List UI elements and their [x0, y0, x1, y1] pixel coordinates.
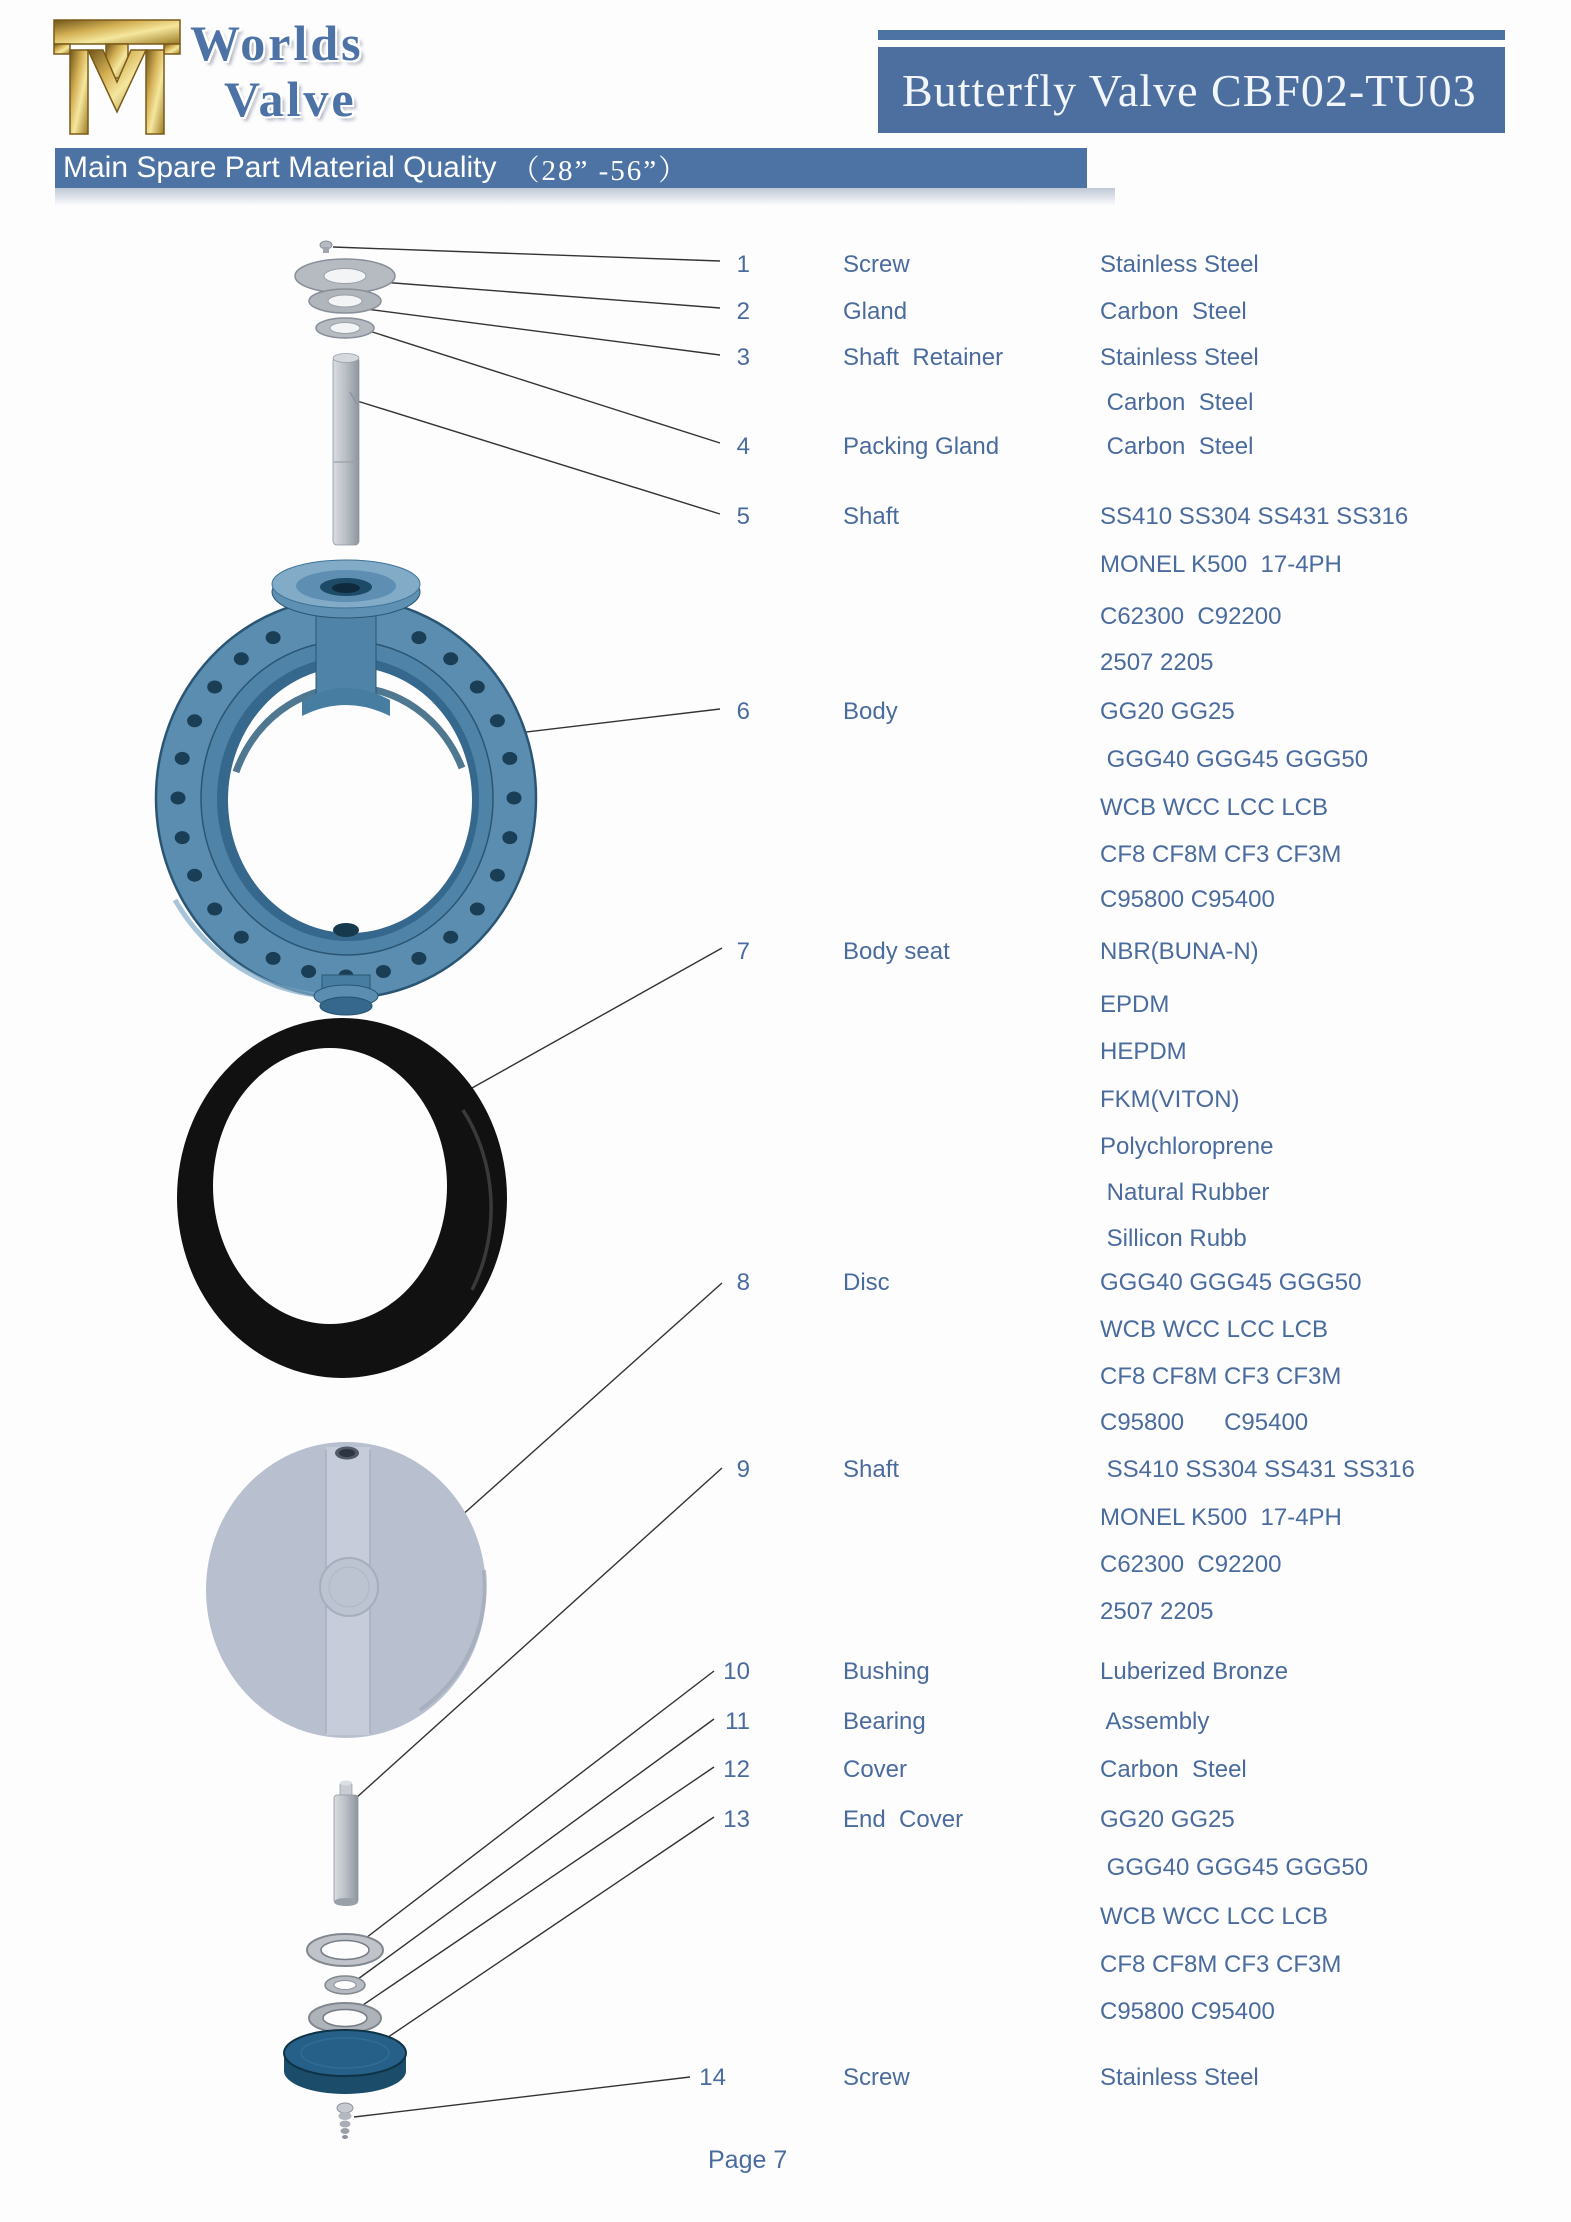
part-row	[0, 1902, 1571, 1932]
part-name: Shaft Retainer	[843, 344, 1004, 371]
part-name: End Cover	[843, 1806, 964, 1833]
part-number: 11	[725, 1708, 750, 1735]
part-material: WCB WCC LCC LCB	[1100, 1316, 1329, 1343]
part-row	[0, 1805, 1571, 1835]
part-number: 7	[736, 938, 750, 965]
part-material: WCB WCC LCC LCB	[1100, 1903, 1329, 1930]
part-material: Stainless Steel	[1100, 2064, 1259, 2091]
part-name: Bushing	[843, 1658, 930, 1685]
part-material: Luberized Bronze	[1100, 1658, 1289, 1685]
part-row	[0, 793, 1571, 823]
part-row	[0, 343, 1571, 373]
part-material: 2507 2205	[1100, 1598, 1214, 1625]
part-row	[0, 1503, 1571, 1533]
part-material: Assembly	[1100, 1708, 1210, 1735]
part-material: FKM(VITON)	[1100, 1086, 1240, 1113]
part-row	[0, 1224, 1571, 1254]
part-row	[0, 1997, 1571, 2027]
part-row	[0, 1657, 1571, 1687]
part-material: Stainless Steel	[1100, 344, 1259, 371]
part-row	[0, 648, 1571, 678]
part-row	[0, 250, 1571, 280]
part-row	[0, 432, 1571, 462]
part-name: Body seat	[843, 938, 950, 965]
part-material: 2507 2205	[1100, 649, 1214, 676]
part-material: GGG40 GGG45 GGG50	[1100, 1854, 1369, 1881]
part-material: EPDM	[1100, 991, 1170, 1018]
part-row	[0, 1178, 1571, 1208]
part-row	[0, 1597, 1571, 1627]
logo-word-worlds: Worlds	[190, 15, 364, 71]
part-number: 3	[736, 344, 750, 371]
part-row	[0, 1707, 1571, 1737]
part-row	[0, 388, 1571, 418]
part-material: Carbon Steel	[1100, 1756, 1247, 1783]
part-row	[0, 697, 1571, 727]
part-row	[0, 1853, 1571, 1883]
part-row	[0, 1085, 1571, 1115]
part-material: Natural Rubber	[1100, 1179, 1270, 1206]
part-material: MONEL K500 17-4PH	[1100, 551, 1342, 578]
part-name: Screw	[843, 2064, 910, 2091]
part-material: Stainless Steel	[1100, 251, 1259, 278]
part-number: 5	[736, 503, 750, 530]
part-material: C95800 C95400	[1100, 1998, 1275, 2025]
part-material: C62300 C92200	[1100, 1551, 1282, 1578]
part-material: Polychloroprene	[1100, 1133, 1274, 1160]
part-row	[0, 1362, 1571, 1392]
part-material: GGG40 GGG45 GGG50	[1100, 746, 1369, 773]
part-material: GG20 GG25	[1100, 698, 1235, 725]
part-material: GG20 GG25	[1100, 1806, 1235, 1833]
part-material: MONEL K500 17-4PH	[1100, 1504, 1342, 1531]
part-material: GGG40 GGG45 GGG50	[1100, 1269, 1362, 1296]
part-number: 12	[723, 1756, 750, 1783]
banner-size-range: （28” -56”）	[510, 154, 690, 187]
part-row	[0, 937, 1571, 967]
part-name: Gland	[843, 298, 908, 325]
part-number: 1	[736, 251, 750, 278]
part-material: Carbon Steel	[1100, 298, 1247, 325]
product-title: Butterfly Valve CBF02-TU03	[878, 47, 1505, 133]
part-row	[0, 1455, 1571, 1485]
part-number: 2	[736, 298, 750, 325]
part-row	[0, 1950, 1571, 1980]
part-row	[0, 885, 1571, 915]
part-row	[0, 840, 1571, 870]
part-row	[0, 550, 1571, 580]
part-number: 8	[736, 1269, 750, 1296]
part-row	[0, 1408, 1571, 1438]
part-row	[0, 1550, 1571, 1580]
part-material: C95800 C95400	[1100, 1409, 1309, 1436]
logo-word-valve: Valve	[224, 71, 357, 127]
part-name: Body	[843, 698, 898, 725]
part-number: 4	[736, 433, 750, 460]
part-row	[0, 990, 1571, 1020]
part-number: 14	[699, 2064, 726, 2091]
part-name: Packing Gland	[843, 433, 1000, 460]
part-name: Shaft	[843, 1456, 900, 1483]
part-row	[0, 745, 1571, 775]
part-material: HEPDM	[1100, 1038, 1187, 1065]
part-material: NBR(BUNA-N)	[1100, 938, 1259, 965]
part-name: Shaft	[843, 503, 900, 530]
part-row	[0, 1315, 1571, 1345]
part-name: Bearing	[843, 1708, 926, 1735]
part-row	[0, 1755, 1571, 1785]
part-row	[0, 1268, 1571, 1298]
part-material: CF8 CF8M CF3 CF3M	[1100, 841, 1342, 868]
page-number: Page 7	[708, 2146, 788, 2174]
part-material: Carbon Steel	[1100, 433, 1254, 460]
part-row	[0, 502, 1571, 532]
part-material: WCB WCC LCC LCB	[1100, 794, 1329, 821]
part-row	[0, 602, 1571, 632]
part-material: Carbon Steel	[1100, 389, 1254, 416]
part-material: C95800 C95400	[1100, 886, 1275, 913]
part-material: SS410 SS304 SS431 SS316	[1100, 503, 1409, 530]
part-material: CF8 CF8M CF3 CF3M	[1100, 1363, 1342, 1390]
part-name: Cover	[843, 1756, 908, 1783]
part-row	[0, 2063, 1571, 2093]
part-row	[0, 1037, 1571, 1067]
part-material: Sillicon Rubb	[1100, 1225, 1247, 1252]
part-name: Screw	[843, 251, 910, 278]
part-name: Disc	[843, 1269, 890, 1296]
part-row	[0, 297, 1571, 327]
part-row	[0, 1132, 1571, 1162]
part-material: C62300 C92200	[1100, 603, 1282, 630]
banner-title: Main Spare Part Material Quality	[63, 151, 497, 184]
part-number: 9	[736, 1456, 750, 1483]
part-material: SS410 SS304 SS431 SS316	[1100, 1456, 1415, 1483]
part-material: CF8 CF8M CF3 CF3M	[1100, 1951, 1342, 1978]
part-number: 10	[723, 1658, 750, 1685]
part-number: 13	[723, 1806, 750, 1833]
part-number: 6	[736, 698, 750, 725]
